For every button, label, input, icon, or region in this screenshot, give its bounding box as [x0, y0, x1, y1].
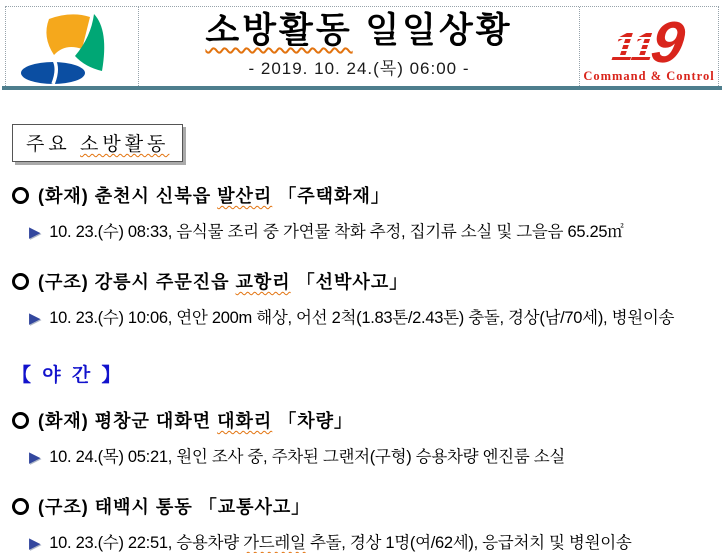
header-119-cell: [579, 7, 718, 86]
circle-bullet-icon: [12, 412, 29, 429]
section-box-major-activities: [12, 124, 183, 162]
circle-bullet-icon: [12, 187, 29, 204]
incident-title-text-wavy: 교항리: [235, 272, 291, 292]
incident-title-rescue-gangneung: [12, 268, 712, 294]
night-section-label: 【 야 간 】: [12, 365, 124, 386]
section-box-text: 주요: [26, 134, 80, 155]
incident-title-text-wavy: 대화리: [217, 411, 273, 431]
header-logo-cell: [6, 7, 139, 86]
header-title-cell: [139, 7, 579, 86]
incident-title-text: (화재) 평창군 대화면: [38, 411, 218, 431]
incident-detail-text: 10. 23.(수) 08:33, 음식물 조리 중 가연물 착화 추정, 집기류 소실 및 그을음 65.25㎡: [49, 223, 624, 241]
gangwon-province-logo-icon: [13, 10, 131, 84]
logo-119-left-digits: 11: [609, 25, 657, 69]
incident-title-text-wavy: 발산리: [217, 186, 273, 206]
triangle-bullet-icon: ▶: [29, 310, 41, 327]
incident-detail-text: 10. 23.(수) 22:51, 승용차량: [49, 534, 244, 552]
incident-detail-text-post: 추돌, 경상 1명(여/62세), 응급처치 및 병원이송: [305, 534, 632, 552]
report-header: [5, 6, 719, 86]
incident-title-text-post: 「교통사고」: [198, 497, 311, 517]
logo-119-caption: Command & Control: [583, 69, 715, 83]
incident-detail-text: 10. 24.(목) 05:21, 원인 조사 중, 주차된 그랜저(구형) 승용차량 엔진룸 소실: [49, 448, 566, 466]
section-box-text-wavy: 소방활동: [80, 134, 170, 155]
incident-detail-fire-chuncheon: [12, 218, 712, 242]
incident-detail-text-wavy: 가드레일: [243, 534, 306, 552]
circle-bullet-icon: [12, 498, 29, 515]
logo-119-icon: [609, 9, 689, 75]
incident-detail-fire-pyeongchang: [12, 443, 712, 467]
incident-title-text: (구조) 강릉시 주문진읍: [38, 272, 236, 292]
title-wavy-part: 소방활동: [205, 11, 353, 50]
incident-title-text: (구조) 태백시 통동: [38, 497, 199, 517]
incident-title-fire-chuncheon: [12, 182, 712, 208]
incident-title-text-post: 「선박사고」: [290, 272, 409, 292]
incident-detail-text: 10. 23.(수) 10:06, 연안 200m 해상, 어선 2척(1.83톤/2.43톤) 충돌, 경상(남/70세), 병원이송: [49, 309, 675, 327]
incident-title-rescue-taebaek: [12, 493, 712, 519]
logo-119-right-digit: 9: [646, 10, 689, 75]
incident-title-text: (화재) 춘천시 신북읍: [38, 186, 218, 206]
report-body: [0, 90, 724, 553]
report-datetime: - 2019. 10. 24.(목) 06:00 -: [248, 59, 470, 78]
incident-title-fire-pyeongchang: [12, 407, 712, 433]
title-rest-part: 일일상황: [352, 11, 513, 50]
circle-bullet-icon: [12, 273, 29, 290]
incident-detail-rescue-taebaek: [12, 529, 712, 553]
incident-title-text-post: 「차량」: [272, 411, 354, 431]
incident-title-text-post: 「주택화재」: [272, 186, 390, 206]
triangle-bullet-icon: ▶: [29, 535, 41, 552]
incident-detail-rescue-gangneung: [12, 304, 712, 328]
triangle-bullet-icon: ▶: [29, 449, 41, 466]
page-title: [139, 9, 579, 53]
triangle-bullet-icon: ▶: [29, 224, 41, 241]
